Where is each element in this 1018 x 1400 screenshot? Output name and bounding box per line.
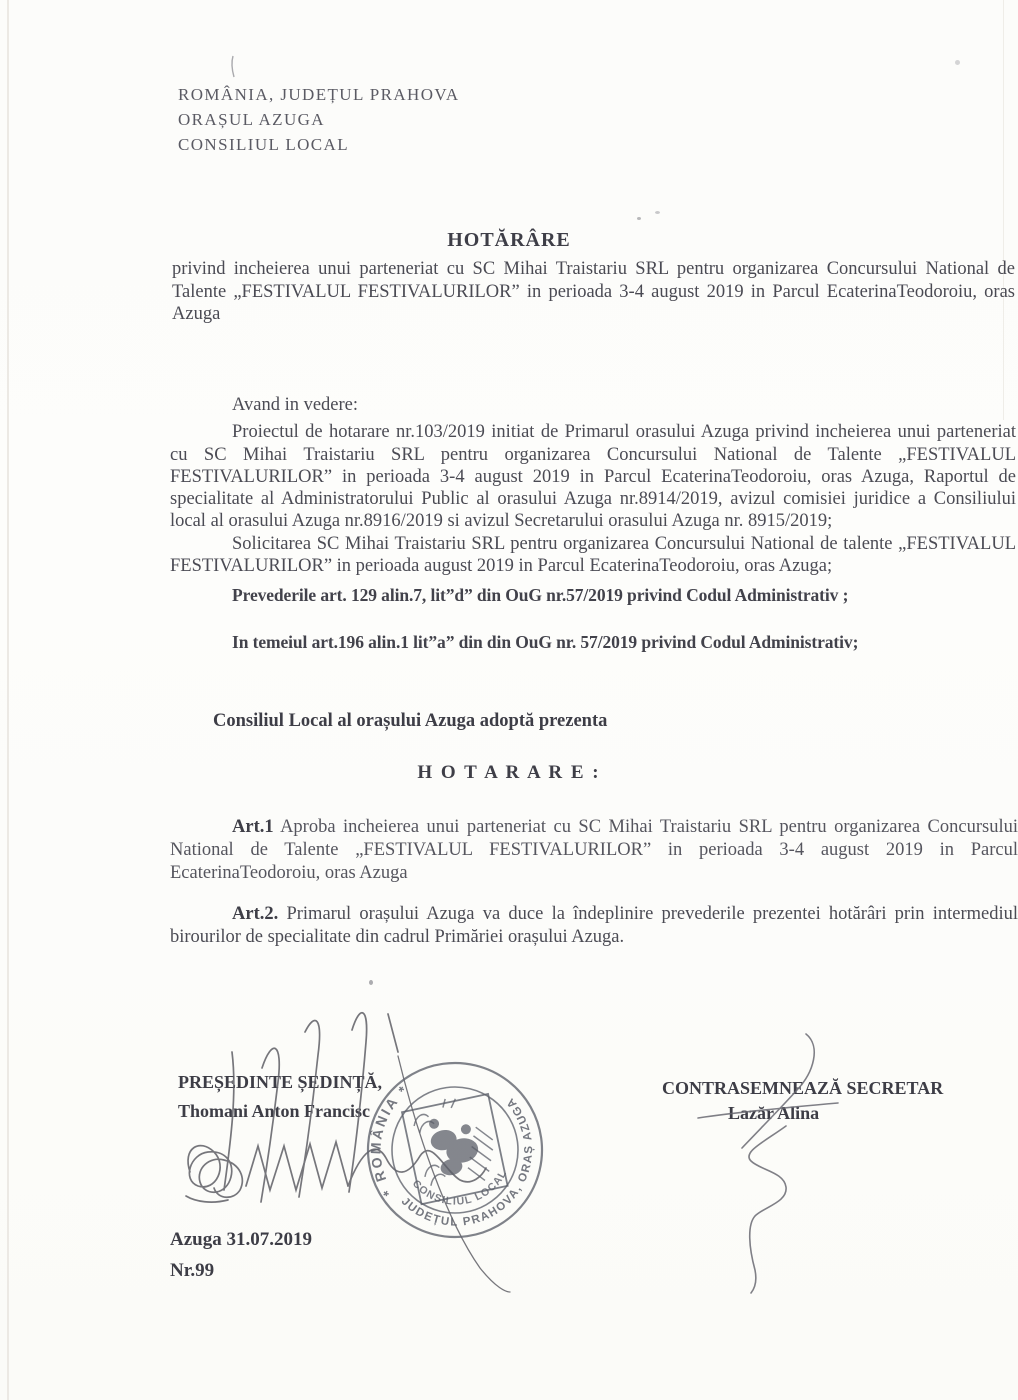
stamp-text-council: CONSILIUL LOCAL xyxy=(409,1167,510,1208)
article-2-label: Art.2. xyxy=(232,904,279,925)
svg-text:JUDEȚUL PRAHOVA, ORAȘ AZUGA xyxy=(386,1092,545,1236)
legal-basis-line-1: Prevederile art. 129 alin.7, lit”d” din OuG nr.57/2019 privind Codul Administrativ ; xyxy=(232,585,849,606)
document-subject: privind incheierea unui parteneriat cu SC Mihai Traistariu SRL pentru organizarea Concursului National de Talente „FESTIVALUL FESTIVALURILOR” in perioada 3-4 august 2019 in Parcul EcaterinaTeodoroiu, oras Azuga xyxy=(172,259,1015,324)
stamp-inner-ring xyxy=(384,1079,526,1221)
place-date: Azuga 31.07.2019 xyxy=(170,1229,312,1250)
scan-speck xyxy=(637,217,641,220)
stamp-text-romania: * ROMÂNIA * xyxy=(367,1081,412,1200)
article-1 xyxy=(170,816,1018,884)
svg-text:CONSILIUL LOCAL xyxy=(409,1165,513,1214)
article-1-text: Aproba incheierea unui parteneriat cu SC Mihai Traistariu SRL pentru organizarea Concursului National de Talente „FESTIVALUL FESTIVALURILOR” in perioada 3-4 august 2019 in Parcul EcaterinaTeodoroiu, oras Azuga xyxy=(170,817,1018,883)
footer-block xyxy=(170,1224,312,1286)
preamble-paragraph-2: Solicitarea SC Mihai Traistariu SRL pentru organizarea Concursului National de talente „FESTIVALUL FESTIVALURILOR” in perioada august 2019 in Parcul EcaterinaTeodoroiu, oras Azuga; xyxy=(170,533,1016,577)
scan-edge-artifact-right xyxy=(1003,0,1004,420)
issuer-country-county: ROMÂNIA, JUDEȚUL PRAHOVA xyxy=(178,85,460,104)
stamp-outer-ring xyxy=(357,1052,554,1249)
article-2-text: Primarul orașului Azuga va duce la îndeplinire prevederile prezentei hotărâri prin intermediul birourilor de specialitate din cadrul Primăriei orașului Azuga. xyxy=(170,904,1018,948)
stamp-coat-of-arms xyxy=(401,1090,507,1204)
scan-mark xyxy=(232,56,234,77)
secretary-handwritten-signature xyxy=(698,1034,838,1293)
secretary-name: Lazăr Alina xyxy=(728,1103,820,1123)
scan-edge-artifact-left xyxy=(7,0,9,1400)
decision-number: Nr.99 xyxy=(170,1260,215,1281)
scan-speck xyxy=(369,980,373,985)
preamble-paragraph-1: Proiectul de hotarare nr.103/2019 initiat de Primarul orasului Azuga privind incheierea unui parteneriat cu SC Mihai Traistariu SRL pentru organizarea Concursului National de Talente „FESTIVALUL FESTIVALURILOR” in perioada 3-4 august 2019 in Parcul EcaterinaTeodoroiu, oras Azuga, Raportul de specialitate al Administratorului Public al orasului Azuga nr.8914/2019, avizul comisiei juridice a Consiliului local al orasului Azuga nr.8916/2019 si avizul Secretarului orasului Azuga nr. 8915/2019; xyxy=(170,422,1016,532)
president-title: PREȘEDINTE ȘEDINȚĂ, xyxy=(178,1072,383,1092)
issuer-town: ORAȘUL AZUGA xyxy=(178,110,325,129)
article-1-label: Art.1 xyxy=(232,817,274,837)
president-name: Thomani Anton Francisc xyxy=(178,1101,371,1121)
official-round-stamp xyxy=(356,1052,553,1249)
secretary-signature-block xyxy=(662,1078,962,1124)
adoption-formula: Consiliul Local al orașului Azuga adoptă prezenta xyxy=(213,711,608,731)
preamble-section xyxy=(170,394,1016,653)
article-2 xyxy=(170,903,1018,949)
articles-section xyxy=(170,816,1018,949)
stamp-text-county: JUDEȚUL PRAHOVA, ORAȘ AZUGA xyxy=(398,1094,536,1229)
preamble-intro: Avand in vedere: xyxy=(232,395,359,415)
president-signature-block xyxy=(178,1068,382,1126)
legal-basis-line-2: In temeiul art.196 alin.1 lit”a” din din OuG nr. 57/2019 privind Codul Administrativ; xyxy=(232,631,859,652)
document-title: HOTĂRÂRE xyxy=(447,229,571,251)
issuer-council: CONSILIUL LOCAL xyxy=(178,135,349,154)
scan-speck xyxy=(955,60,960,65)
issuer-header xyxy=(178,82,460,157)
scan-speck xyxy=(655,211,660,214)
secretary-title: CONTRASEMNEAZĂ SECRETAR xyxy=(662,1078,944,1098)
decision-heading: H O T A R A R E : xyxy=(417,762,601,783)
